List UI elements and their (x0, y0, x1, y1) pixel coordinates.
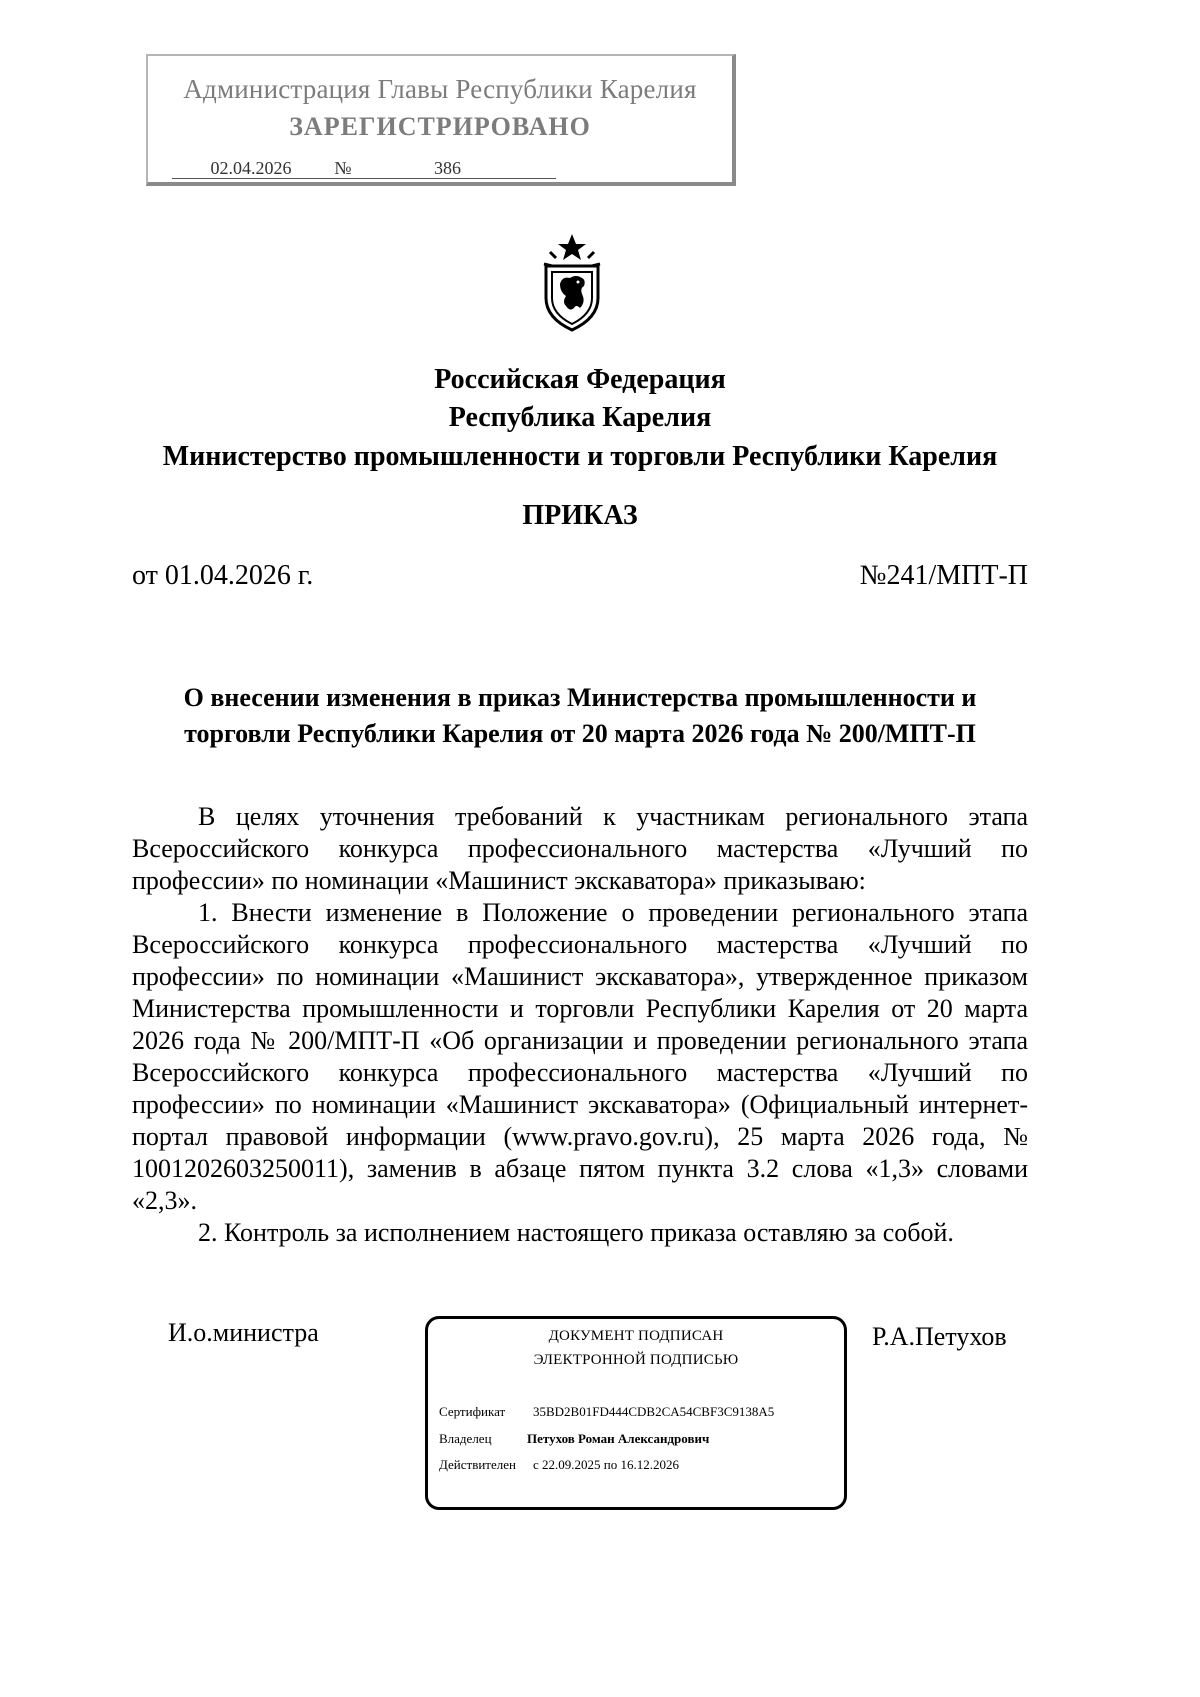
karelia-coat-of-arms-icon (536, 232, 608, 332)
esig-title-line-1: ДОКУМЕНТ ПОДПИСАН (548, 1328, 724, 1344)
esig-valid-label: Действителен (439, 1457, 516, 1472)
order-subject-line-1: О внесении изменения в приказ Министерства промышленности и (183, 683, 977, 712)
esig-owner-label: Владелец (439, 1431, 492, 1446)
registration-number-label: № (330, 158, 356, 179)
registration-number: 386 (356, 158, 556, 179)
registration-status: ЗАРЕГИСТРИРОВАНО (289, 112, 591, 141)
ministry-heading: Министерство промышленности и торговли Республики Карелия (162, 441, 998, 472)
order-date: от 01.04.2026 г. (132, 560, 314, 591)
registration-date: 02.04.2026 (172, 158, 330, 179)
republic-heading: Республика Карелия (448, 402, 712, 433)
registration-organization: Администрация Главы Республики Карелия (183, 74, 697, 104)
esig-certificate-label: Сертификат (439, 1404, 506, 1419)
electronic-signature-stamp (425, 1316, 847, 1510)
esig-valid-row (439, 1457, 679, 1473)
esig-title-line-2: ЭЛЕКТРОННОЙ ПОДПИСЬЮ (533, 1352, 739, 1368)
document-type-heading: ПРИКАЗ (522, 500, 638, 531)
order-number: №241/МПТ-П (859, 560, 1028, 591)
esig-certificate-value: 35BD2B01FD444CDB2CA54CBF3C9138A5 (533, 1404, 775, 1419)
registration-stamp (146, 54, 736, 186)
body-intro-paragraph: В целях уточнения требований к участникам регионального этапа Всероссийского конкурса профессионального мастерства «Лучший по профессии» по номинации «Машинист экскаватора» приказываю: (132, 802, 1028, 895)
esig-owner-value: Петухов Роман Александрович (527, 1431, 710, 1446)
registration-line (172, 158, 556, 179)
esig-valid-value: с 22.09.2025 по 16.12.2026 (533, 1457, 679, 1472)
country-heading: Российская Федерация (434, 364, 726, 395)
esig-owner-row (439, 1431, 709, 1447)
body-item-2-paragraph: 2. Контроль за исполнением настоящего приказа оставляю за собой. (198, 1218, 954, 1247)
esig-certificate-row (439, 1404, 774, 1420)
order-subject-line-2: торговли Республики Карелия от 20 марта 2026 года № 200/МПТ-П (184, 719, 976, 748)
body-item-1-paragraph: 1. Внести изменение в Положение о проведении регионального этапа Всероссийского конкурса профессионального мастерства «Лучший по профессии» по номинации «Машинист экскаватора», утвержденное приказом Министерства промышленности и торговли Республики Карелия от 20 марта 2026 года № 200/МПТ-П «Об организации и проведении регионального этапа Всероссийского конкурса профессионального мастерства «Лучший по профессии» по номинации «Машинист экскаватора» (Официальный интернет-портал правовой информации (www.pravo.gov.ru), 25 марта 2026 года, № 1001202603250011), заменив в абзаце пятом пункта 3.2 слова «1,3» словами «2,3». (132, 898, 1028, 1215)
order-body (132, 801, 1028, 1249)
signatory-role: И.о.министра (168, 1318, 319, 1347)
signatory-name: Р.А.Петухов (872, 1322, 1007, 1351)
